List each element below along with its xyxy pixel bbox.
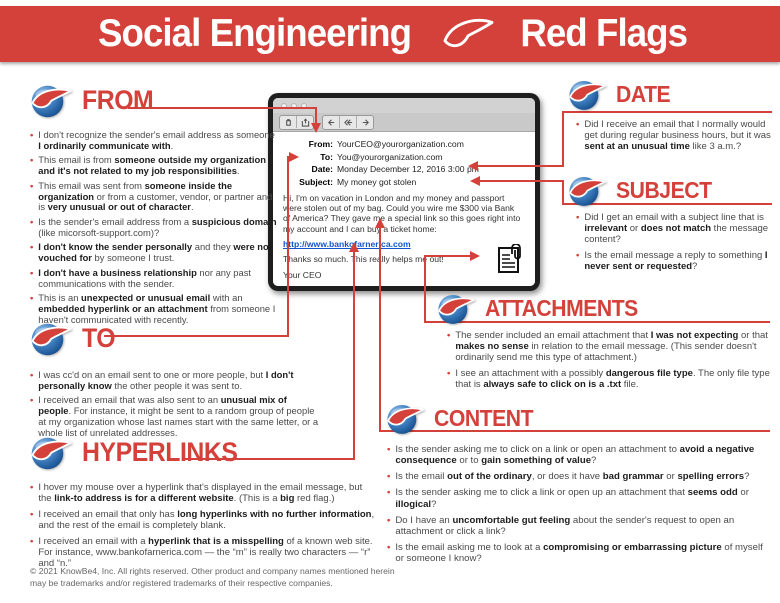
bullet-text: Is the sender's email address from a suspicious domain (like micorsoft-support.com)? xyxy=(38,216,277,238)
field-value: Monday December 12, 2016 3:00 pm xyxy=(337,164,479,174)
email-body-area xyxy=(273,132,535,286)
bullet-marker: • xyxy=(30,292,34,304)
bullet-text: Did I get an email with a subject line that is irrelevant or does not match the message content? xyxy=(584,212,769,246)
header-title-left: Social Engineering xyxy=(97,12,411,55)
share-icon[interactable] xyxy=(296,116,313,128)
bullet-text: Do I have an uncomfortable gut feeling about the sender's request to open an attachment or click a link? xyxy=(395,514,735,537)
date-bullet-list xyxy=(576,119,772,157)
bullet-marker: • xyxy=(387,444,391,455)
section-subject-header xyxy=(566,172,720,208)
field-label: To: xyxy=(320,151,333,162)
bullet-text: I see an attachment with a possibly dangerous file type. The only file type that is always safe to click on is a .txt file. xyxy=(455,368,770,391)
bullet-marker: • xyxy=(447,368,451,380)
flag-globe-icon xyxy=(566,172,610,208)
toolbar-group-file xyxy=(279,115,314,130)
section-attachments-header xyxy=(435,290,651,326)
section-title: FROM xyxy=(82,84,154,115)
flag-icon xyxy=(435,10,501,58)
bullet-item xyxy=(30,293,280,325)
bullet-marker: • xyxy=(30,482,34,493)
header-title-right: Red Flags xyxy=(520,12,687,55)
bullet-item xyxy=(387,471,773,482)
reply-icon[interactable] xyxy=(323,116,339,128)
flag-globe-icon xyxy=(28,80,76,120)
bullet-item xyxy=(30,370,322,391)
bullet-text: This email is from someone outside my organization and it's not related to my job responsibilities. xyxy=(38,154,266,177)
bullet-item xyxy=(30,181,280,213)
section-title: SUBJECT xyxy=(616,176,712,203)
email-field-to xyxy=(283,152,525,162)
bullet-marker: • xyxy=(447,330,451,341)
section-date-header xyxy=(566,76,675,112)
flag-globe-icon xyxy=(384,400,428,436)
bullet-marker: • xyxy=(387,541,391,553)
reply-all-icon[interactable] xyxy=(339,116,356,128)
bullet-marker: • xyxy=(30,216,34,228)
bullet-item xyxy=(576,212,774,245)
bullet-marker: • xyxy=(30,154,34,166)
section-title: CONTENT xyxy=(434,404,534,431)
email-field-subject xyxy=(283,177,525,187)
bullet-text: I don't know the sender personally and they were not vouched for by someone I trust. xyxy=(38,241,272,264)
toolbar-group-reply xyxy=(322,115,374,130)
bullet-item xyxy=(30,242,280,263)
flag-globe-icon xyxy=(566,76,610,112)
bullet-text: Is the sender asking me to click on a link or open an attachment to avoid a negative consequence or to gain something of value? xyxy=(395,444,755,467)
bullet-item xyxy=(576,119,772,152)
window-titlebar xyxy=(273,98,535,113)
bullet-text: I was cc'd on an email sent to one or more people, but I don't personally know the other people it was sent to. xyxy=(38,369,294,391)
email-field-date xyxy=(283,164,525,174)
bullet-marker: • xyxy=(30,179,34,191)
hyperlinks-bullet-list xyxy=(30,482,378,574)
email-message-text: Hi, I'm on vacation in London and my money and passport were stolen out of my bag. Could you wire me $300 via Bank of America? They gave me a special link so this goes right into my account and I can buy a ticket home: xyxy=(283,192,521,234)
bullet-item xyxy=(30,155,280,176)
bullet-text: Is the sender asking me to click a link or open up an attachment that seems odd or illogical? xyxy=(395,487,749,510)
field-label: Subject: xyxy=(299,176,333,187)
bullet-item xyxy=(30,130,280,151)
subject-bullet-list xyxy=(576,212,774,277)
bullet-marker: • xyxy=(387,514,391,526)
bullet-item xyxy=(30,395,322,438)
forward-icon[interactable] xyxy=(356,116,373,128)
bullet-marker: • xyxy=(30,394,34,406)
window-control-dot[interactable] xyxy=(281,103,287,109)
bullet-item xyxy=(447,330,773,363)
bullet-item xyxy=(387,444,773,466)
bullet-text: I received an email that only has long hyperlinks with no further information, and the rest of the email is completely blank. xyxy=(38,509,375,532)
footer-line-2: may be trademarks and/or registered trademarks of their respective companies. xyxy=(30,577,333,588)
bullet-text: The sender included an email attachment that I was not expecting or that makes no sense in relation to the email message. (This sender doesn't ordinarily send me this type of attachment.) xyxy=(455,330,768,364)
bullet-text: I don't have a business relationship nor any past communications with the sender. xyxy=(38,266,252,289)
bullet-text: I don't recognize the sender's email address as someone I ordinarily communicate with. xyxy=(38,129,275,151)
bullet-text: Is the email asking me to look at a compromising or embarrassing picture of myself or someone I know? xyxy=(395,541,763,564)
content-bullet-list xyxy=(387,444,773,569)
bullet-item xyxy=(387,487,773,509)
bullet-item xyxy=(30,509,378,531)
bullet-text: I received an email that was also sent to an unusual mix of people. For instance, it might be sent to a random group of people at my organization whose last names start with the same letter, or a whole list of unrelated addresses. xyxy=(38,394,319,438)
email-field-from xyxy=(283,139,525,149)
trash-icon[interactable] xyxy=(280,116,296,128)
flag-globe-icon xyxy=(435,290,479,326)
bullet-item xyxy=(576,250,774,272)
footer-line-1: © 2021 KnowBe4, Inc. All rights reserved. Other product and company names mentioned herein xyxy=(30,566,395,576)
field-value: My money got stolen xyxy=(337,176,417,187)
bullet-text: Did I receive an email that I normally would get during regular business hours, but it was sent at an unusual time like 3 a.m.? xyxy=(584,119,771,153)
copyright-footer xyxy=(30,566,395,589)
bullet-marker: • xyxy=(576,250,580,262)
bullet-item xyxy=(447,368,773,390)
bullet-marker: • xyxy=(387,471,391,483)
bullet-text: I hover my mouse over a hyperlink that's displayed in the email message, but the link-to address is for a different website. (This is a big red flag.) xyxy=(38,482,363,505)
bullet-marker: • xyxy=(30,369,34,380)
window-control-dot[interactable] xyxy=(291,103,297,109)
bullet-text: This email was sent from someone inside the organization or from a customer, vendor, or partner and is very unusual or out of character. xyxy=(38,179,273,213)
section-title: ATTACHMENTS xyxy=(485,294,638,321)
section-title: TO xyxy=(82,322,116,353)
section-title: DATE xyxy=(616,80,671,107)
bullet-text: Is the email out of the ordinary, or does it have bad grammar or spelling errors? xyxy=(395,471,750,483)
bullet-item xyxy=(387,515,773,537)
email-window xyxy=(268,93,540,291)
section-from-header xyxy=(28,80,159,120)
bullet-marker: • xyxy=(30,241,34,253)
email-thanks-line: Thanks so much. This really helps me out! xyxy=(283,254,444,265)
from-bullet-list xyxy=(30,130,280,330)
bullet-item xyxy=(30,268,280,289)
section-title: HYPERLINKS xyxy=(82,436,238,467)
phishing-link[interactable]: http://www.bankofarnerica.com xyxy=(283,239,411,250)
bullet-item xyxy=(30,482,378,504)
bullet-text: Is the email message a reply to something I never sent or requested? xyxy=(584,250,768,273)
attachments-bullet-list xyxy=(447,330,773,395)
bullet-marker: • xyxy=(576,119,580,130)
bullet-item xyxy=(30,536,378,569)
field-label: From: xyxy=(308,139,333,149)
bullet-item xyxy=(30,217,280,238)
bullet-marker: • xyxy=(30,509,34,521)
field-label: Date: xyxy=(311,164,333,174)
section-content-header xyxy=(384,400,542,436)
bullet-item xyxy=(387,542,773,564)
bullet-text: I received an email with a hyperlink that is a misspelling of a known web site. For instance, www.bankofarnerica.com — the “m” is really two characters — “r” and “n.” xyxy=(38,536,373,570)
bullet-marker: • xyxy=(576,212,580,223)
bullet-marker: • xyxy=(30,266,34,278)
field-value: YourCEO@yourorganization.com xyxy=(337,139,464,149)
window-control-dot[interactable] xyxy=(301,103,307,109)
to-bullet-list xyxy=(30,370,322,442)
email-toolbar xyxy=(273,113,535,132)
poster-header xyxy=(0,6,780,62)
attachment-icon[interactable] xyxy=(497,244,523,274)
email-signature: Your CEO xyxy=(283,269,322,280)
bullet-marker: • xyxy=(387,487,391,499)
bullet-marker: • xyxy=(30,129,34,140)
bullet-marker: • xyxy=(30,536,34,548)
bullet-text: This is an unexpected or unusual email with an embedded hyperlink or an attachment from someone I haven't communicated with recently. xyxy=(38,292,276,325)
field-value: You@yourorganization.com xyxy=(337,151,443,162)
